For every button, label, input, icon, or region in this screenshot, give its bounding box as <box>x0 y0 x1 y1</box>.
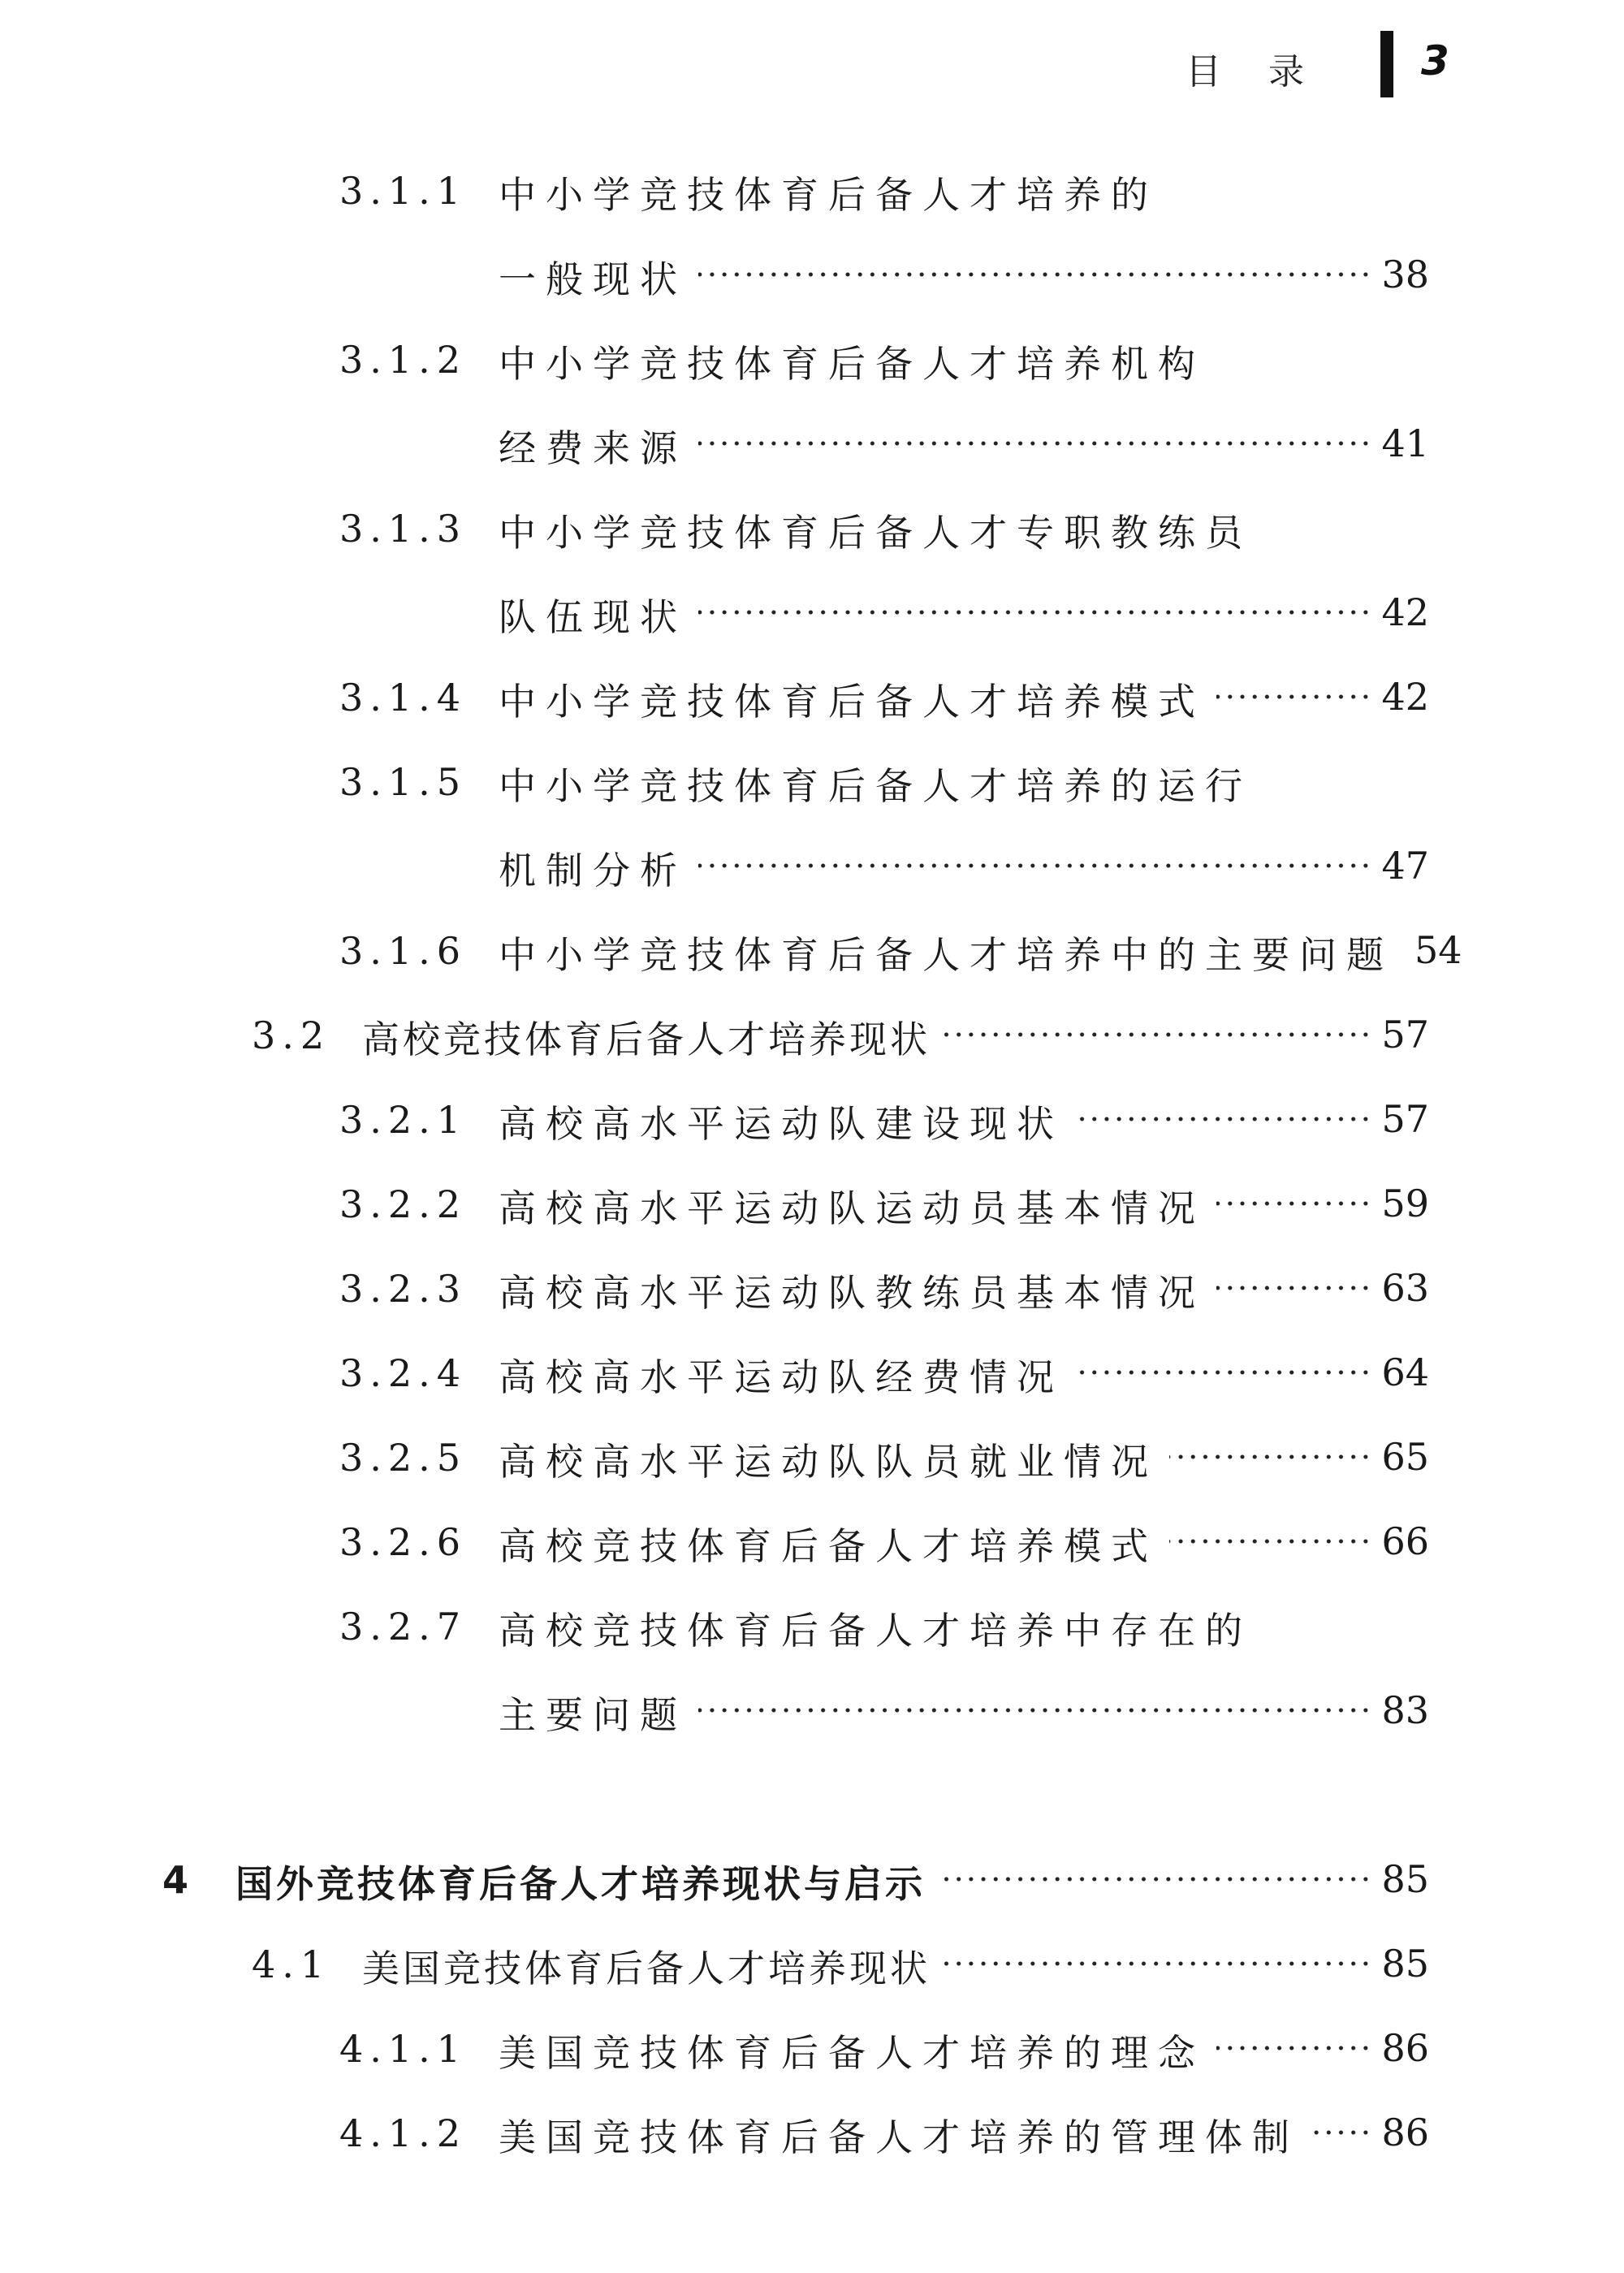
dot-leader <box>698 1686 1371 1735</box>
toc-entry-title: 中小学竞技体育后备人才培养中的主要问题 <box>499 933 1393 977</box>
toc-entry[interactable] <box>0 1168 1624 1252</box>
toc-entry-leader <box>698 419 1429 468</box>
dot-leader <box>942 1010 1371 1059</box>
toc-entry-title: 美国竞技体育后备人才培养现状 <box>362 1947 931 1990</box>
toc-entry[interactable] <box>0 154 1624 239</box>
toc-entry-leader <box>1216 672 1429 721</box>
toc-entry-title: 美国竞技体育后备人才培养的理念 <box>499 2031 1205 2075</box>
toc-entry-page: 86 <box>1381 2111 1429 2154</box>
toc-entry-number: 3.1.1 <box>339 169 468 213</box>
toc-entry[interactable] <box>0 239 1624 323</box>
toc-entry-page: 85 <box>1381 1857 1429 1901</box>
toc-entry-number: 3.2.2 <box>339 1182 468 1226</box>
toc-entry-page: 57 <box>1381 1013 1429 1057</box>
table-of-contents <box>0 154 1624 2181</box>
toc-entry-page: 64 <box>1381 1350 1429 1394</box>
toc-entry[interactable] <box>0 1675 1624 1759</box>
toc-entry[interactable] <box>0 1506 1624 1590</box>
toc-entry-page: 47 <box>1381 844 1429 888</box>
toc-entry-leader <box>1405 926 1462 974</box>
toc-entry-title: 中小学竞技体育后备人才培养模式 <box>499 680 1205 724</box>
toc-entry-title: 高校高水平运动队队员就业情况 <box>499 1440 1158 1484</box>
toc-entry[interactable] <box>0 408 1624 492</box>
toc-entry-leader <box>698 841 1429 890</box>
toc-entry-title: 高校高水平运动队教练员基本情况 <box>499 1271 1205 1315</box>
toc-entry-number: 3.1.6 <box>339 929 468 973</box>
toc-entry-number: 3.2 <box>252 1013 331 1057</box>
running-header <box>1186 31 1527 96</box>
toc-entry-number: 3.1.4 <box>339 676 468 719</box>
toc-entry-page: 66 <box>1381 1519 1429 1563</box>
toc-entry-page: 65 <box>1381 1435 1429 1479</box>
toc-entry-title: 高校高水平运动队运动员基本情况 <box>499 1186 1205 1230</box>
toc-entry[interactable] <box>0 2012 1624 2097</box>
toc-entry-leader <box>1169 1433 1429 1481</box>
dot-leader <box>937 1855 1371 1904</box>
toc-entry-leader <box>1311 2108 1429 2157</box>
toc-entry[interactable] <box>0 492 1624 577</box>
toc-entry[interactable] <box>0 1421 1624 1506</box>
toc-entry-title: 高校高水平运动队建设现状 <box>499 1102 1064 1146</box>
toc-entry-page: 42 <box>1381 590 1429 634</box>
toc-entry-page: 38 <box>1381 253 1429 296</box>
toc-entry-title: 美国竞技体育后备人才培养的管理体制 <box>499 2115 1299 2159</box>
toc-entry[interactable] <box>0 1928 1624 2012</box>
toc-entry-leader <box>1075 1348 1429 1397</box>
dot-leader <box>1075 1095 1371 1143</box>
dot-leader <box>942 1939 1371 1988</box>
toc-entry-leader <box>1216 1179 1429 1228</box>
toc-entry-page: 63 <box>1381 1266 1429 1310</box>
toc-entry-page: 54 <box>1415 928 1462 972</box>
dot-leader <box>1216 1264 1371 1312</box>
dot-leader <box>1216 1179 1371 1228</box>
dot-leader <box>698 419 1371 468</box>
toc-entry-number: 3.2.1 <box>339 1098 468 1142</box>
dot-leader <box>1216 672 1371 721</box>
toc-entry-title: 中小学竞技体育后备人才培养机构 <box>499 342 1205 386</box>
toc-entry-leader <box>1075 1095 1429 1143</box>
dot-leader <box>698 841 1371 890</box>
toc-entry-number: 4 <box>162 1858 196 1902</box>
toc-entry-leader <box>698 588 1429 637</box>
toc-entry-number: 4.1.2 <box>339 2111 468 2155</box>
header-divider-bar <box>1380 31 1393 97</box>
toc-entry[interactable] <box>0 830 1624 914</box>
toc-entry-number: 3.2.5 <box>339 1436 468 1480</box>
dot-leader <box>1216 2024 1371 2072</box>
toc-entry-page: 83 <box>1381 1688 1429 1732</box>
toc-entry-number: 3.1.2 <box>339 338 468 382</box>
toc-entry-leader <box>942 1939 1429 1988</box>
toc-entry[interactable] <box>0 323 1624 408</box>
toc-entry-page: 59 <box>1381 1182 1429 1225</box>
toc-entry[interactable] <box>0 1590 1624 1675</box>
toc-entry-page: 57 <box>1381 1097 1429 1141</box>
toc-entry[interactable] <box>0 661 1624 745</box>
toc-entry-leader <box>698 250 1429 299</box>
toc-entry-leader <box>1169 1517 1429 1566</box>
toc-entry-title: 高校竞技体育后备人才培养模式 <box>499 1524 1158 1568</box>
toc-entry-number: 4.1.1 <box>339 2027 468 2071</box>
toc-entry-title: 中小学竞技体育后备人才专职教练员 <box>499 511 1252 555</box>
dot-leader <box>698 588 1371 637</box>
toc-entry-title: 中小学竞技体育后备人才培养的 <box>499 173 1158 217</box>
toc-entry-leader <box>942 1010 1429 1059</box>
toc-entry[interactable] <box>0 2097 1624 2181</box>
toc-entry-title: 主要问题 <box>499 1693 687 1737</box>
toc-entry-number: 3.2.4 <box>339 1351 468 1395</box>
toc-entry-title: 高校高水平运动队经费情况 <box>499 1355 1064 1399</box>
dot-leader <box>1169 1517 1371 1566</box>
toc-entry-title: 队伍现状 <box>499 595 687 639</box>
toc-entry[interactable] <box>0 1252 1624 1337</box>
toc-entry-title: 国外竞技体育后备人才培养现状与启示 <box>235 1862 926 1906</box>
toc-entry-leader <box>1216 2024 1429 2072</box>
toc-entry-title: 经费来源 <box>499 426 687 470</box>
toc-entry-number: 4.1 <box>252 1942 331 1986</box>
toc-entry-number: 3.1.5 <box>339 760 468 804</box>
toc-entry-number: 3.1.3 <box>339 507 468 551</box>
toc-entry-leader <box>937 1855 1429 1904</box>
toc-entry[interactable] <box>0 577 1624 661</box>
toc-entry-number: 3.2.7 <box>339 1605 468 1649</box>
toc-entry-title: 高校竞技体育后备人才培养现状 <box>362 1018 931 1061</box>
toc-entry-page: 42 <box>1381 675 1429 719</box>
toc-entry-leader <box>1216 1264 1429 1312</box>
dot-leader <box>1169 1433 1371 1481</box>
dot-leader <box>1075 1348 1371 1397</box>
dot-leader <box>698 250 1371 299</box>
toc-entry[interactable] <box>0 1083 1624 1168</box>
toc-entry-number: 3.2.3 <box>339 1267 468 1311</box>
dot-leader <box>1311 2108 1371 2157</box>
toc-entry-title: 机制分析 <box>499 849 687 892</box>
toc-entry-title: 高校竞技体育后备人才培养中存在的 <box>499 1609 1252 1653</box>
header-page-number: 3 <box>1421 37 1449 84</box>
toc-entry[interactable] <box>0 745 1624 830</box>
toc-entry-leader <box>698 1686 1429 1735</box>
toc-entry[interactable] <box>0 1843 1624 1928</box>
toc-entry-title: 中小学竞技体育后备人才培养的运行 <box>499 764 1252 808</box>
toc-entry[interactable] <box>0 999 1624 1083</box>
header-title: 目录 <box>1186 51 1351 93</box>
toc-entry[interactable] <box>0 914 1624 999</box>
toc-entry[interactable] <box>0 1337 1624 1421</box>
toc-entry-page: 86 <box>1381 2026 1429 2070</box>
toc-entry-page: 85 <box>1381 1942 1429 1986</box>
toc-entry-page: 41 <box>1381 421 1429 465</box>
toc-entry-number: 3.2.6 <box>339 1520 468 1564</box>
toc-entry-title: 一般现状 <box>499 257 687 301</box>
toc-spacer <box>0 1759 1624 1843</box>
